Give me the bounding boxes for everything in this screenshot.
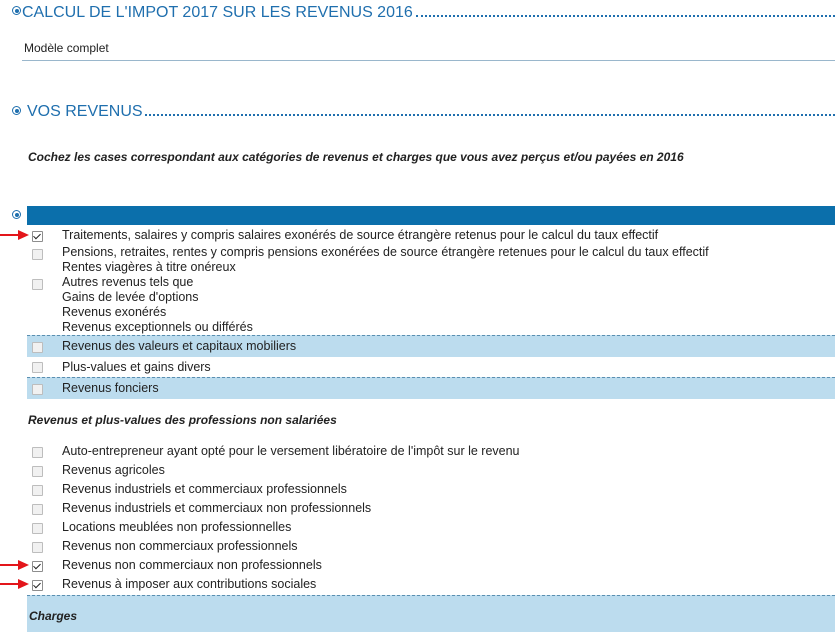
item-label: Revenus agricoles	[62, 463, 165, 477]
red-arrow-icon	[0, 559, 30, 571]
section-radio-icon	[12, 6, 21, 15]
checkbox-valeurs[interactable]	[32, 342, 43, 353]
subtitle-divider	[22, 60, 835, 61]
category-sublabel: Revenus exonérés	[62, 305, 167, 319]
category-row-pensions[interactable]	[27, 244, 835, 276]
item-label: Revenus non commerciaux professionnels	[62, 539, 298, 553]
revenus-title: VOS REVENUS	[27, 103, 143, 120]
category-label: Revenus fonciers	[62, 381, 159, 395]
checkbox-bic-pro[interactable]	[32, 485, 43, 496]
category-sublabel: Gains de levée d'options	[62, 290, 199, 304]
checkbox-sociales[interactable]	[32, 580, 43, 591]
item-row-bic-nonpro[interactable]	[27, 499, 835, 518]
checkbox-autres[interactable]	[32, 279, 43, 290]
charges-title: Charges	[29, 609, 78, 623]
checkbox-agricoles[interactable]	[32, 466, 43, 477]
category-label: Pensions, retraites, rentes y compris pensions exonérées de source étrangère retenues pour le calcul du taux effectif	[62, 245, 709, 259]
title-divider	[416, 15, 835, 17]
category-row-autres[interactable]	[27, 274, 835, 335]
checkbox-auto[interactable]	[32, 447, 43, 458]
item-row-agricoles[interactable]	[27, 461, 835, 480]
item-row-bic-pro[interactable]	[27, 480, 835, 499]
item-label: Revenus à imposer aux contributions sociales	[62, 577, 317, 591]
category-row-traitements[interactable]	[27, 226, 835, 244]
item-row-meublees[interactable]	[27, 518, 835, 537]
category-sublabel: Rentes viagères à titre onéreux	[62, 260, 236, 274]
category-header-bar	[27, 206, 835, 225]
item-label: Auto-entrepreneur ayant opté pour le versement libératoire de l'impôt sur le revenu	[62, 444, 520, 458]
charges-section	[27, 595, 835, 632]
page-title: CALCUL DE L'IMPOT 2017 SUR LES REVENUS 2016	[22, 4, 413, 21]
checkbox-bic-nonpro[interactable]	[32, 504, 43, 515]
item-row-sociales[interactable]	[27, 575, 835, 594]
checkbox-traitements[interactable]	[32, 231, 43, 242]
item-row-bnc-pro[interactable]	[27, 537, 835, 556]
category-radio-icon	[12, 210, 21, 219]
item-row-bnc-nonpro[interactable]	[27, 556, 835, 575]
checkbox-meublees[interactable]	[32, 523, 43, 534]
category-label: Traitements, salaires y compris salaires exonérés de source étrangère retenus pour le calcul du taux effectif	[62, 228, 659, 242]
non-salariees-title: Revenus et plus-values des professions non salariées	[28, 413, 337, 427]
checkbox-fonciers[interactable]	[32, 384, 43, 395]
item-label: Revenus non commerciaux non professionnels	[62, 558, 322, 572]
checkbox-bnc-pro[interactable]	[32, 542, 43, 553]
revenus-divider	[145, 114, 835, 116]
item-label: Revenus industriels et commerciaux non professionnels	[62, 501, 372, 515]
checkbox-plusvalues[interactable]	[32, 362, 43, 373]
category-row-plusvalues[interactable]	[27, 357, 835, 377]
revenus-intro: Cochez les cases correspondant aux catégories de revenus et charges que vous avez perçus et/ou payées en 2016	[28, 150, 684, 164]
checkbox-bnc-nonpro[interactable]	[32, 561, 43, 572]
revenus-radio-icon	[12, 106, 21, 115]
category-row-fonciers[interactable]	[27, 377, 835, 399]
item-label: Locations meublées non professionnelles	[62, 520, 292, 534]
category-label: Revenus des valeurs et capitaux mobiliers	[62, 339, 297, 353]
category-sublabel: Revenus exceptionnels ou différés	[62, 320, 253, 334]
red-arrow-icon	[0, 229, 30, 241]
category-label: Autres revenus tels que	[62, 275, 194, 289]
category-label: Plus-values et gains divers	[62, 360, 211, 374]
item-label: Revenus industriels et commerciaux professionnels	[62, 482, 347, 496]
red-arrow-icon	[0, 578, 30, 590]
item-row-auto[interactable]	[27, 442, 835, 461]
checkbox-pensions[interactable]	[32, 249, 43, 260]
model-label: Modèle complet	[24, 41, 109, 55]
category-row-valeurs[interactable]	[27, 335, 835, 357]
